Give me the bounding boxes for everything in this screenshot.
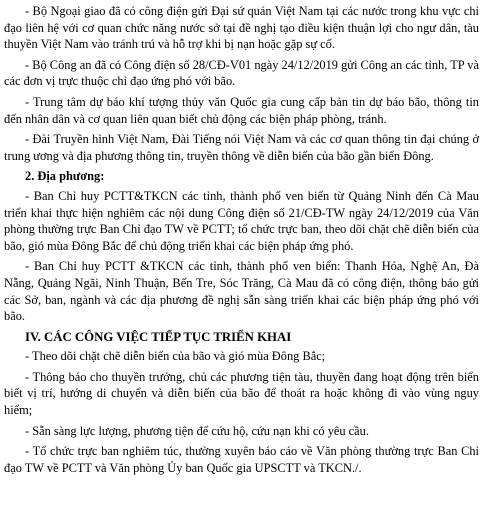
paragraph-local-command-1: - Ban Chỉ huy PCTT&TKCN các tỉnh, thành phố ven biển từ Quảng Ninh đến Cà Mau triển khai thực hiện nghiêm các nội dung Công điện số 21/CĐ-TW ngày 24/12/2019 của Văn phòng thường trực Ban Chỉ đạo TW về PCTT; tổ chức trực ban, theo dõi chặt chẽ diễn biến của bão, gió mùa Đông Bắc để chủ động triển khai các biện pháp ứng phó. (4, 188, 479, 253)
paragraph-next-4: - Tổ chức trực ban nghiêm túc, thường xuyên báo cáo về Văn phòng thường trực Ban Chỉ đạo TW về PCTT và Văn phòng Ủy ban Quốc gia UPSCTT và TKCN./. (4, 444, 479, 475)
section-heading-next-steps: IV. CÁC CÔNG VIỆC TIẾP TỤC TRIỂN KHAI (25, 329, 292, 344)
paragraph-forecast-center: - Trung tâm dự báo khí tượng thủy văn Quốc gia cung cấp bản tin dự báo bão, thông tin đến nhân dân và cơ quan liên quan biết chủ động các biện pháp phòng, tránh. (4, 94, 479, 126)
section-heading-local: 2. Địa phương: (25, 169, 105, 184)
paragraph-foreign-ministry: - Bộ Ngoại giao đã có công điện gửi Đại sứ quán Việt Nam tại các nước trong khu vực chỉ đạo liên hệ với cơ quan chức năng nước sở tại đề nghị tạo điều kiện thuận lợi cho ngư dân, tàu thuyền Việt Nam vào tránh trú và hỗ trợ khi bị nạn hoặc gặp sự cố. (4, 4, 479, 52)
paragraph-next-3: - Sẵn sàng lực lượng, phương tiện để cứu hộ, cứu nạn khi có yêu cầu. (25, 423, 369, 438)
paragraph-public-security: - Bộ Công an đã có Công điện số 28/CĐ-V01 ngày 24/12/2019 gửi Công an các tỉnh, TP và các đơn vị trực thuộc chỉ đạo ứng phó với bão. (4, 57, 479, 89)
paragraph-next-2: - Thông báo cho thuyền trưởng, chủ các phương tiện tàu, thuyền đang hoạt động trên biển biết vị trí, hướng di chuyển và diễn biến của bão để thoát ra hoặc không đi vào vùng nguy hiểm; (4, 369, 479, 418)
paragraph-media: - Đài Truyền hình Việt Nam, Đài Tiếng nói Việt Nam và các cơ quan thông tin đại chúng ở trung ương và địa phương thông tin, truyền thông về diễn biến của bão gần biển Đông. (4, 132, 479, 163)
paragraph-local-command-2: - Ban Chỉ huy PCTT &TKCN các tỉnh, thành phố ven biển: Thanh Hóa, Nghệ An, Đà Nẵng, Quảng Ngãi, Ninh Thuận, Bến Tre, Sóc Trăng, Cà Mau đã có công điện, thông báo gửi các Sở, ban, ngành và các địa phương đề nghị sẵn sàng triển khai các biện pháp ứng phó với bão. (4, 259, 479, 324)
paragraph-next-1: - Theo dõi chặt chẽ diễn biến của bão và gió mùa Đông Bắc; (25, 349, 326, 364)
